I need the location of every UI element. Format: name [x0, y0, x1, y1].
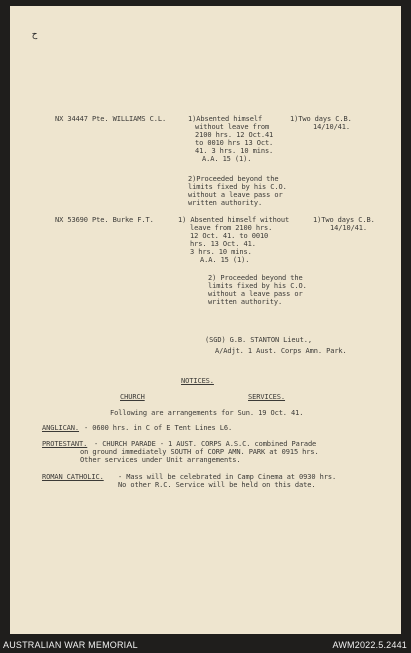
- entry2-punishment-date: 14/10/41.: [330, 224, 368, 232]
- entry1-offence1-line: A.A. 15 (1).: [202, 155, 252, 163]
- entry2-offence1-line: hrs. 13 Oct. 41.: [190, 240, 256, 248]
- entry2-offence2-line: written authority.: [208, 298, 283, 306]
- entry1-offence2-line: 2)Proceeded beyond the: [188, 175, 279, 183]
- entry1-id: NX 34447 Pte. WILLIAMS C.L.: [55, 115, 167, 123]
- entry2-offence2-line: 2) Proceeded beyond the: [208, 274, 303, 282]
- protestant-line: - CHURCH PARADE - 1 AUST. CORPS A.S.C. combined Parade: [94, 440, 317, 448]
- entry1-offence1-line: to 0010 hrs 13 Oct.: [195, 139, 274, 147]
- church-label: CHURCH: [120, 393, 145, 401]
- notices-heading: NOTICES.: [181, 377, 214, 385]
- entry1-offence1-line: 1)Absented himself: [188, 115, 263, 123]
- entry1-offence1-line: 2100 hrs. 12 Oct.41: [195, 131, 274, 139]
- protestant-label: PROTESTANT.: [42, 440, 88, 448]
- document-page: [10, 6, 401, 634]
- entry2-id: NX 53690 Pte. Burke F.T.: [55, 216, 154, 224]
- entry1-punishment: 1)Two days C.B.: [290, 115, 352, 123]
- entry2-offence2-line: limits fixed by his C.O.: [208, 282, 307, 290]
- anglican-text: - 0600 hrs. in C of E Tent Lines L6.: [84, 424, 233, 432]
- signature-line: (SGD) G.B. STANTON Lieut.,: [205, 336, 312, 344]
- entry2-offence2-line: without a leave pass or: [208, 290, 303, 298]
- footer-institution: AUSTRALIAN WAR MEMORIAL: [3, 640, 138, 650]
- entry1-offence1-line: 41. 3 hrs. 10 mins.: [195, 147, 274, 155]
- entry1-offence2-line: written authority.: [188, 199, 263, 207]
- anglican-label: ANGLICAN.: [42, 424, 80, 432]
- entry1-offence2-line: limits fixed by his C.O.: [188, 183, 287, 191]
- catholic-label: ROMAN CATHOLIC.: [42, 473, 104, 481]
- catholic-line: - Mass will be celebrated in Camp Cinema at 0930 hrs.: [118, 473, 337, 481]
- entry1-offence1-line: without leave from: [195, 123, 270, 131]
- entry2-offence1-line: 1) Absented himself without: [178, 216, 290, 224]
- services-label: SERVICES.: [248, 393, 286, 401]
- entry2-punishment: 1)Two days C.B.: [313, 216, 375, 224]
- footer-accession: AWM2022.5.2441: [332, 640, 407, 650]
- catholic-line: No other R.C. Service will be held on this date.: [118, 481, 316, 489]
- entry1-offence2-line: without a leave pass or: [188, 191, 283, 199]
- protestant-line: Other services under Unit arrangements.: [80, 456, 241, 464]
- signature-line: A/Adjt. 1 Aust. Corps Amn. Park.: [215, 347, 347, 355]
- entry1-punishment-date: 14/10/41.: [313, 123, 351, 131]
- entry2-offence1-line: 12 Oct. 41. to 0010: [190, 232, 269, 240]
- handwritten-mark: ح: [32, 30, 38, 40]
- entry2-offence1-line: leave from 2100 hrs.: [190, 224, 273, 232]
- arrangements-line: Following are arrangements for Sun. 19 Oct. 41.: [110, 409, 304, 417]
- entry2-offence1-line: A.A. 15 (1).: [200, 256, 250, 264]
- entry2-offence1-line: 3 hrs. 10 mins.: [190, 248, 252, 256]
- protestant-line: on ground immediately SOUTH of CORP AMN. PARK at 0915 hrs.: [80, 448, 319, 456]
